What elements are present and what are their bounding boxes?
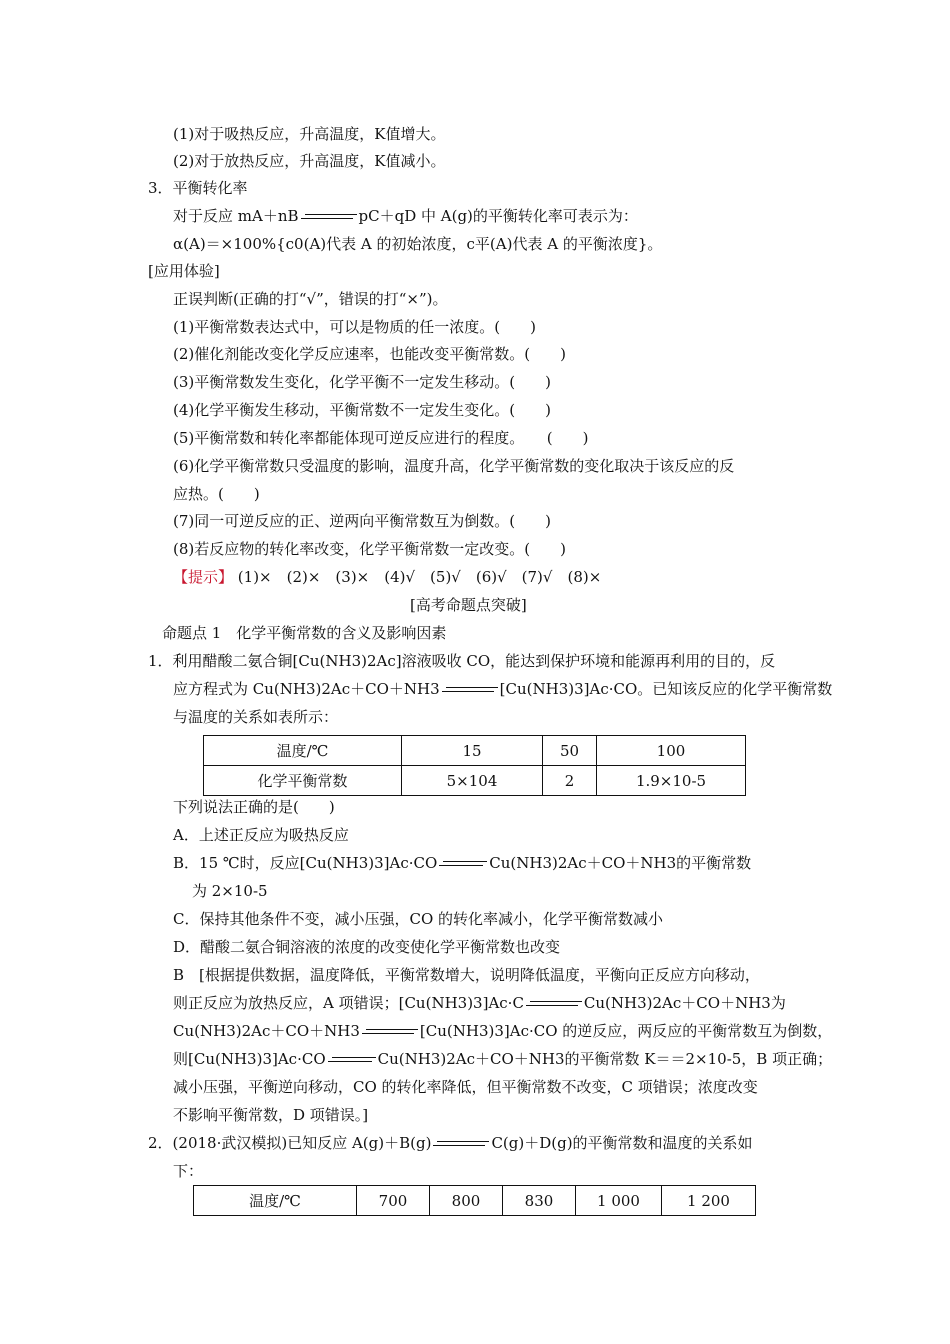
- question-6: (6)化学平衡常数只受温度的影响，温度升高，化学平衡常数的变化取决于该反应的反: [173, 457, 735, 475]
- table-cell: 温度/℃: [194, 1186, 357, 1216]
- solution-2-left: 则正反应为放热反应，A 项错误；[Cu(NH3)3]Ac·C: [173, 994, 524, 1012]
- reaction-left: 对于反应 mA＋nB: [173, 207, 299, 225]
- table-cell: 50: [543, 736, 597, 766]
- problem-2-left: 2．(2018·武汉模拟)已知反应 A(g)＋B(g): [148, 1134, 432, 1152]
- problem-1-line-2: [173, 679, 832, 699]
- heading-conversion-rate: 3．平衡转化率: [148, 179, 248, 197]
- question-2: (2)催化剂能改变化学反应速率，也能改变平衡常数。( ): [173, 345, 566, 363]
- tip-answers: (1)× (2)× (3)× (4)√ (5)√ (6)√ (7)√ (8)×: [237, 568, 602, 586]
- question-6-cont: 应热。( ): [173, 485, 260, 503]
- problem-2-right: C(g)＋D(g)的平衡常数和温度的关系如: [491, 1134, 753, 1152]
- table-cell: 830: [503, 1186, 576, 1216]
- tip-label: 【提示】: [173, 568, 234, 586]
- line-reaction-definition: [173, 206, 638, 226]
- table-cell: 1 200: [662, 1186, 756, 1216]
- line-exothermic: (2)对于放热反应，升高温度，K值减小。: [173, 152, 446, 170]
- option-b-right: Cu(NH3)2Ac＋CO＋NH3的平衡常数: [489, 854, 752, 872]
- equilibrium-arrow-icon: [328, 1055, 376, 1065]
- question-4: (4)化学平衡发生移动，平衡常数不一定发生变化。( ): [173, 401, 551, 419]
- equilibrium-arrow-icon: [433, 1139, 489, 1149]
- equilibrium-arrow-icon: [362, 1027, 418, 1037]
- table-row: [204, 766, 746, 796]
- solution-line-3: [173, 1021, 832, 1041]
- problem-2-line-1: [148, 1133, 753, 1153]
- equilibrium-arrow-icon: [442, 685, 498, 695]
- table-cell: 15: [402, 736, 543, 766]
- solution-line-1: B [根据提供数据，温度降低，平衡常数增大，说明降低温度，平衡向正反应方向移动，: [173, 966, 760, 984]
- table-cell: 800: [430, 1186, 503, 1216]
- equilibrium-arrow-icon: [439, 859, 487, 869]
- option-d: D．醋酸二氨合铜溶液的浓度的改变使化学平衡常数也改变: [173, 938, 561, 956]
- reaction-right: pC＋qD 中 A(g)的平衡转化率可表示为：: [358, 207, 638, 225]
- solution-2-right: Cu(NH3)2Ac＋CO＋NH3为: [583, 994, 786, 1012]
- table-cell: 1 000: [576, 1186, 662, 1216]
- problem-1-line-1: 1．利用醋酸二氨合铜[Cu(NH3)2Ac]溶液吸收 CO，能达到保护环境和能源再利用的目的，反: [148, 652, 776, 670]
- solution-line-5: 减小压强，平衡逆向移动，CO 的转化率降低，但平衡常数不改变，C 项错误；浓度改变: [173, 1078, 758, 1096]
- solution-4-right: Cu(NH3)2Ac＋CO＋NH3的平衡常数 K＝＝2×10-5，B 项正确；: [377, 1050, 833, 1068]
- question-7: (7)同一可逆反应的正、逆两向平衡常数互为倒数。( ): [173, 512, 551, 530]
- problem-2-line-2: 下：: [173, 1162, 204, 1180]
- table-cell: 100: [597, 736, 746, 766]
- solution-3-right: [Cu(NH3)3]Ac·CO 的逆反应，两反应的平衡常数互为倒数，: [419, 1022, 833, 1040]
- option-b-left: B．15 ℃时，反应[Cu(NH3)3]Ac·CO: [173, 854, 438, 872]
- line-conversion-formula: α(A)＝×100%{c0(A)代表 A 的初始浓度，c平(A)代表 A 的平衡浓度}。: [173, 235, 663, 253]
- option-c: C．保持其他条件不变，减小压强，CO 的转化率减小，化学平衡常数减小: [173, 910, 664, 928]
- question-8: (8)若反应物的转化率改变，化学平衡常数一定改变。( ): [173, 540, 566, 558]
- solution-line-4: [173, 1049, 832, 1069]
- problem-1-line-3: 与温度的关系如表所示：: [173, 708, 339, 726]
- solution-3-left: Cu(NH3)2Ac＋CO＋NH3: [173, 1022, 360, 1040]
- question-5: (5)平衡常数和转化率都能体现可逆反应进行的程度。 ( ): [173, 429, 589, 447]
- question-3: (3)平衡常数发生变化，化学平衡不一定发生移动。( ): [173, 373, 551, 391]
- table-temperature-2: [193, 1185, 756, 1216]
- equation-right: [Cu(NH3)3]Ac·CO。已知该反应的化学平衡常数: [499, 680, 833, 698]
- option-b-cont: 为 2×10-5: [192, 882, 268, 900]
- topic-title: 命题点 1 化学平衡常数的含义及影响因素: [162, 624, 447, 642]
- table-cell: 化学平衡常数: [204, 766, 402, 796]
- true-false-intro: 正误判断(正确的打“√”，错误的打“×”)。: [173, 290, 448, 308]
- question-prompt: 下列说法正确的是( ): [173, 798, 335, 816]
- question-1: (1)平衡常数表达式中，可以是物质的任一浓度。( ): [173, 318, 536, 336]
- solution-4-left: 则[Cu(NH3)3]Ac·CO: [173, 1050, 326, 1068]
- solution-line-2: [173, 993, 786, 1013]
- option-a: A．上述正反应为吸热反应: [173, 826, 349, 844]
- equilibrium-arrow-icon: [301, 212, 357, 222]
- table-cell: 温度/℃: [204, 736, 402, 766]
- table-row: [194, 1186, 756, 1216]
- section-title: [高考命题点突破]: [410, 596, 527, 614]
- equation-left: 应方程式为 Cu(NH3)2Ac＋CO＋NH3: [173, 680, 440, 698]
- table-cell: 1.9×10-5: [597, 766, 746, 796]
- option-b: [173, 853, 751, 873]
- table-temperature-constant: [203, 735, 746, 796]
- solution-line-6: 不影响平衡常数，D 项错误。]: [173, 1106, 369, 1124]
- table-cell: 2: [543, 766, 597, 796]
- table-cell: 700: [357, 1186, 430, 1216]
- tip-line: [173, 567, 601, 587]
- section-application: [应用体验]: [148, 262, 220, 280]
- equilibrium-arrow-icon: [526, 999, 582, 1009]
- table-cell: 5×104: [402, 766, 543, 796]
- table-row: [204, 736, 746, 766]
- line-endothermic: (1)对于吸热反应，升高温度，K值增大。: [173, 125, 446, 143]
